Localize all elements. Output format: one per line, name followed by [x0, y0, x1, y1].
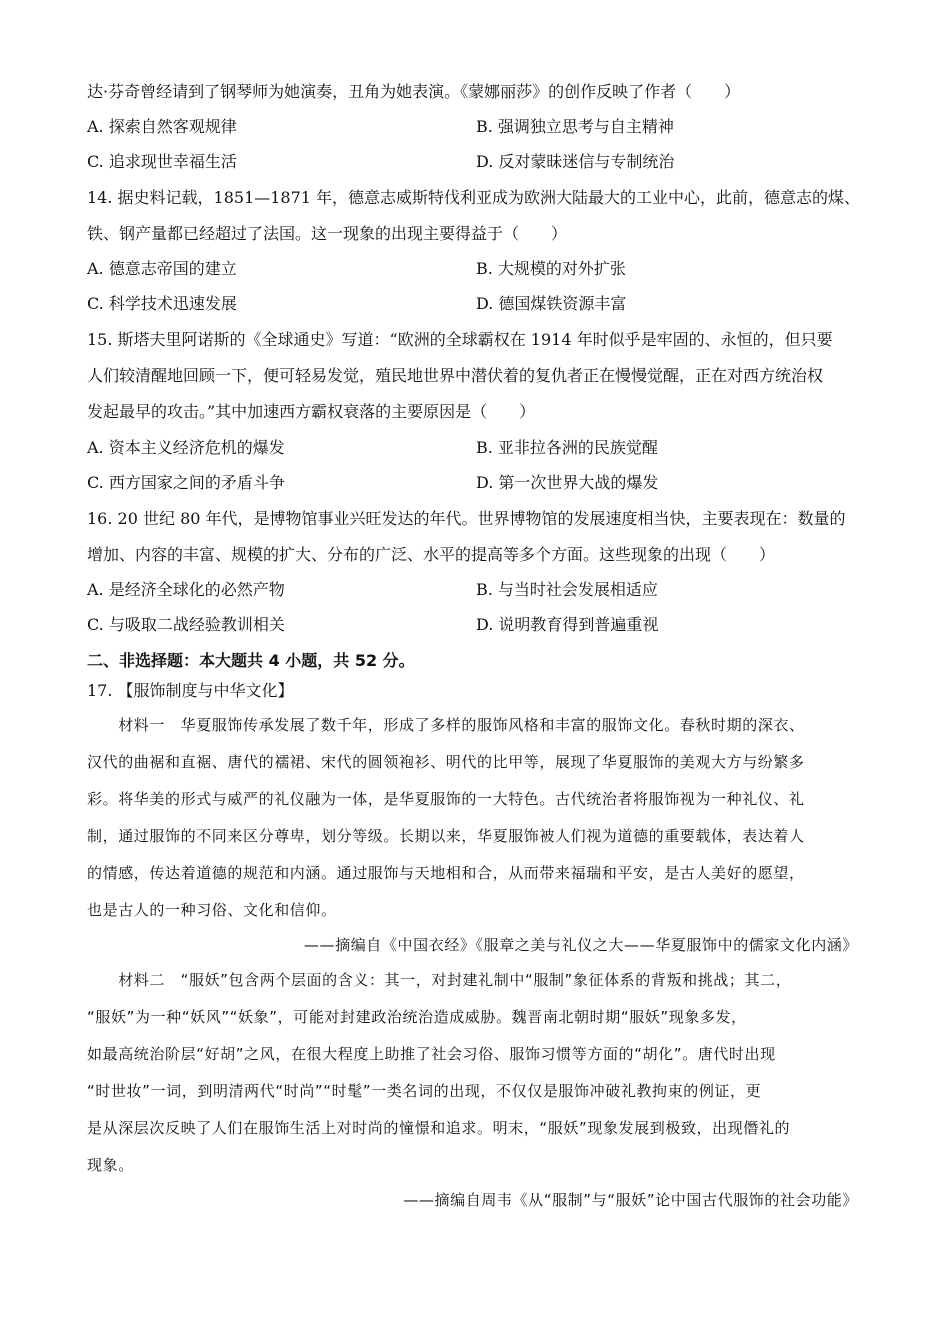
material2-source: ——摘编自周韦《从“服制”与“服妖”论中国古代服饰的社会功能》: [403, 1191, 858, 1209]
q13-option-b: B. 强调独立思考与自主精神: [476, 117, 674, 136]
q16-option-a: A. 是经济全球化的必然产物: [87, 580, 285, 599]
q16-option-d: D. 说明教育得到普遍重视: [476, 615, 659, 634]
q15-stem-line: 人们较清醒地回顾一下，便可轻易发觉，殖民地世界中潜伏着的复仇者正在慢慢觉醒，正在对西方统治权: [87, 366, 824, 385]
q16-option-c: C. 与吸取二战经验教训相关: [87, 615, 285, 634]
q15-option-c: C. 西方国家之间的矛盾斗争: [87, 473, 285, 492]
q15-option-b: B. 亚非拉各洲的民族觉醒: [476, 438, 658, 457]
material2-line: “服妖”为一种“妖风”“妖象”，可能对封建政治统治造成威胁。魏晋南北朝时期“服妖”现象多发，: [87, 1008, 747, 1026]
q14-stem-line: 14. 据史料记载，1851—1871 年，德意志威斯特伐利亚成为欧洲大陆最大的工业中心，此前，德意志的煤、: [87, 188, 861, 207]
q15-option-d: D. 第一次世界大战的爆发: [476, 473, 659, 492]
material2-line: 现象。: [87, 1156, 134, 1174]
q13-stem: 达·芬奇曾经请到了钢琴师为她演奏，丑角为她表演。《蒙娜丽莎》的创作反映了作者（ ）: [87, 82, 741, 101]
q14-option-b: B. 大规模的对外扩张: [476, 259, 626, 278]
material1-line: 彩。将华美的形式与威严的礼仪融为一体，是华夏服饰的一大特色。古代统治者将服饰视为一种礼仪、礼: [87, 790, 805, 808]
q13-option-a: A. 探索自然客观规律: [87, 117, 237, 136]
material1-line: 汉代的曲裾和直裾、唐代的襦裙、宋代的圆领袍衫、明代的比甲等，展现了华夏服饰的美观大方与纷繁多: [87, 753, 805, 771]
q17-title: 17. 【服饰制度与中华文化】: [87, 681, 294, 700]
q16-stem-line: 16. 20 世纪 80 年代，是博物馆事业兴旺发达的年代。世界博物馆的发展速度相当快，主要表现在：数量的: [87, 509, 846, 528]
q15-option-a: A. 资本主义经济危机的爆发: [87, 438, 285, 457]
material1-line: 制，通过服饰的不同来区分尊卑，划分等级。长期以来，华夏服饰被人们视为道德的重要载体，表达着人: [87, 827, 805, 845]
material1-source: ——摘编自《中国衣经》《服章之美与礼仪之大——华夏服饰中的儒家文化内涵》: [303, 936, 858, 954]
material1-line: 材料一 华夏服饰传承发展了数千年，形成了多样的服饰风格和丰富的服饰文化。春秋时期的深衣、: [87, 716, 805, 734]
q14-option-a: A. 德意志帝国的建立: [87, 259, 237, 278]
q13-option-d: D. 反对蒙昧迷信与专制统治: [476, 152, 675, 171]
material2-line: 如最高统治阶层“好胡”之风，在很大程度上助推了社会习俗、服饰习惯等方面的“胡化”。唐代时出现: [87, 1045, 776, 1063]
q16-stem-line: 增加、内容的丰富、规模的扩大、分布的广泛、水平的提高等多个方面。这些现象的出现（ ）: [87, 545, 776, 564]
material1-line: 也是古人的一种习俗、文化和信仰。: [87, 901, 337, 919]
q14-option-c: C. 科学技术迅速发展: [87, 294, 237, 313]
material2-line: 是从深层次反映了人们在服饰生活上对时尚的憧憬和追求。明末，“服妖”现象发展到极致，出现僭礼的: [87, 1119, 791, 1137]
q13-option-c: C. 追求现世幸福生活: [87, 152, 237, 171]
section-heading: 二、非选择题：本大题共 4 小题，共 52 分。: [87, 651, 415, 670]
q16-option-b: B. 与当时社会发展相适应: [476, 580, 658, 599]
q14-stem-line: 铁、钢产量都已经超过了法国。这一现象的出现主要得益于（ ）: [87, 224, 568, 243]
q15-stem-line: 发起最早的攻击。”其中加速西方霸权衰落的主要原因是（ ）: [87, 402, 536, 421]
q15-stem-line: 15. 斯塔夫里阿诺斯的《全球通史》写道：“欧洲的全球霸权在 1914 年时似乎是牢固的、永恒的，但只要: [87, 330, 833, 349]
material1-line: 的情感，传达着道德的规范和内涵。通过服饰与天地相和合，从而带来福瑞和平安，是古人美好的愿望，: [87, 864, 805, 882]
q14-option-d: D. 德国煤铁资源丰富: [476, 294, 627, 313]
material2-line: 材料二 “服妖”包含两个层面的含义：其一，对封建礼制中“服制”象征体系的背叛和挑战；其二，: [87, 971, 792, 989]
material2-line: “时世妆”一词，到明清两代“时尚”“时髦”一类名词的出现，不仅仅是服饰冲破礼教拘束的例证，更: [87, 1082, 762, 1100]
